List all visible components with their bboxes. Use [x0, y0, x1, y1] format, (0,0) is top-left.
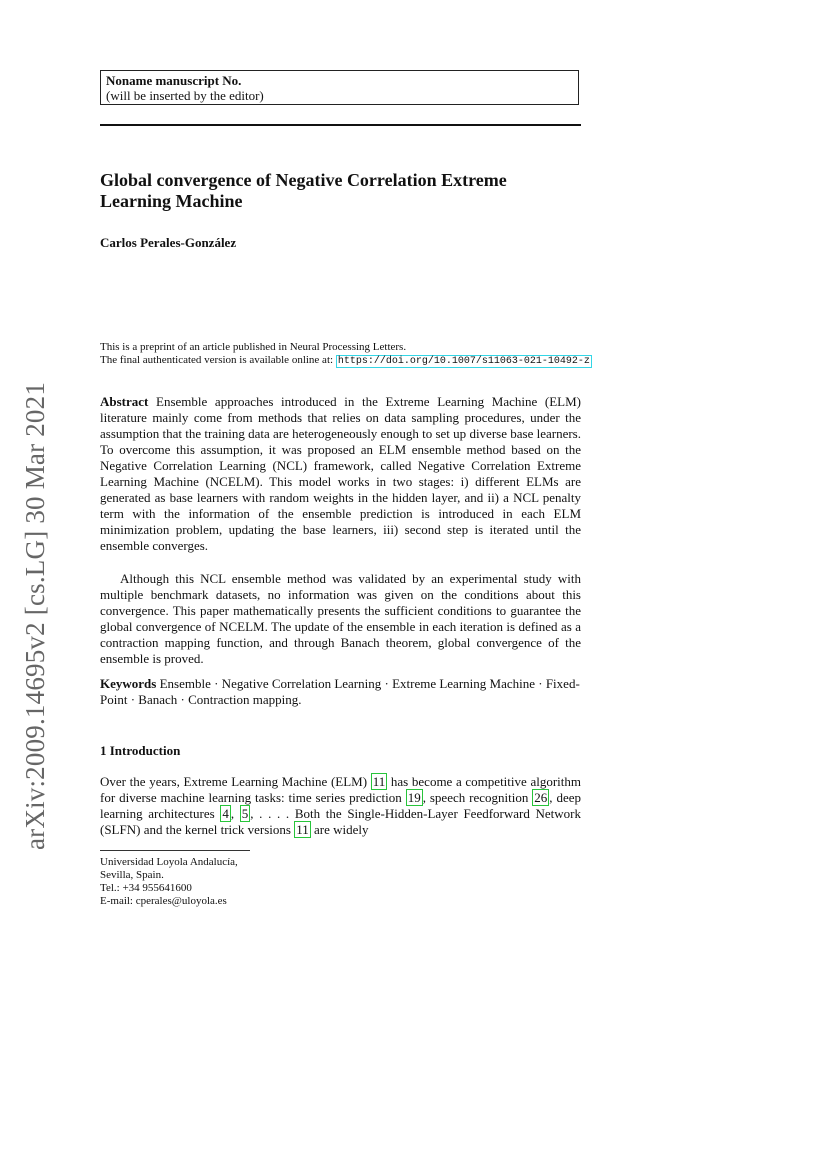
keywords-text: Ensemble · Negative Correlation Learning · Extreme Learning Machine · Fixed-Point · Banach · Contraction mapping. [100, 676, 580, 707]
title-line-1: Global convergence of Negative Correlation Extreme [100, 170, 507, 190]
intro-text: has become a competitive algorithm for diverse machine learning tasks: time series prediction [100, 774, 581, 805]
introduction-paragraph [100, 774, 581, 838]
phone-line: Tel.: +34 955641600 [100, 882, 192, 894]
intro-text: , speech recognition [422, 790, 533, 805]
abstract-paragraph-2: Although this NCL ensemble method was validated by an experimental study with multiple benchmark datasets, no information was given on the conditions about this convergence. This paper mathematically presents the sufficient conditions to guarantee the global convergence of NCELM. The update of the ensemble in each iteration is defined as a contraction mapping function, and through Banach theorem, global convergence of the ensemble is proved. [100, 571, 581, 666]
citation-link[interactable]: 5 [241, 806, 249, 821]
preprint-line-1: This is a preprint of an article published in Neural Processing Letters. [100, 341, 407, 353]
manuscript-number: Noname manuscript No. [106, 73, 242, 88]
citation-link[interactable]: 4 [222, 806, 229, 821]
doi-link[interactable]: https://doi.org/10.1007/s11063-021-10492-z [337, 356, 590, 367]
arxiv-side-stamp: arXiv:2009.14695v2 [cs.LG] 30 Mar 2021 [20, 381, 50, 850]
header-rule [100, 124, 581, 126]
keywords [100, 676, 581, 708]
footnote-rule [100, 850, 250, 851]
intro-text: , [230, 806, 240, 821]
intro-text: , . . . . Both the Single-Hidden-Layer Feedforward Network (SLFN) and the kernel trick versions [100, 806, 582, 837]
preprint-line-2 [100, 354, 630, 368]
citation-link[interactable]: 26 [534, 790, 548, 805]
abstract-paragraph-1 [100, 394, 581, 554]
title-line-2: Learning Machine [100, 191, 243, 211]
editor-note: (will be inserted by the editor) [106, 88, 264, 103]
intro-text: Over the years, Extreme Learning Machine (ELM) [100, 774, 371, 789]
intro-text: , deep learning architectures [100, 790, 581, 821]
abstract-label: Abstract [100, 394, 149, 409]
affiliation-line: Universidad Loyola Andalucía, [100, 856, 238, 868]
paper-title [100, 170, 600, 212]
manuscript-header-box [100, 70, 579, 105]
citation-link[interactable]: 11 [372, 774, 386, 789]
author-affiliation-footnote [100, 856, 238, 908]
citation-link[interactable]: 11 [296, 822, 309, 837]
abstract-text-1: Ensemble approaches introduced in the Extreme Learning Machine (ELM) literature mainly come from methods that relies on data sampling procedures, under the assumption that the training data are heterogeneously enough to set up diverse base learners. To overcome this assumption, it was proposed an ELM ensemble method based on the Negative Correlation Learning (NCL) framework, called Negative Correlation Extreme Learning Machine (NCELM). This model works in two stages: i) different ELMs are generated as base learners with random weights in the hidden layer, and ii) a NCL penalty term with the information of the ensemble prediction is introduced in each ELM minimization problem, updating the base learners, iii) second step is iterated until the ensemble converges. [100, 394, 581, 553]
citation-link[interactable]: 19 [407, 790, 421, 805]
location-line: Sevilla, Spain. [100, 869, 164, 881]
preprint-line-2-prefix: The final authenticated version is available online at: [100, 354, 334, 366]
keywords-label: Keywords [100, 676, 157, 691]
section-heading-introduction: 1 Introduction [100, 743, 181, 758]
author-name: Carlos Perales-González [100, 235, 237, 250]
preprint-note [100, 341, 630, 368]
intro-text: are widely [310, 822, 369, 837]
email-line: E-mail: cperales@uloyola.es [100, 895, 227, 907]
